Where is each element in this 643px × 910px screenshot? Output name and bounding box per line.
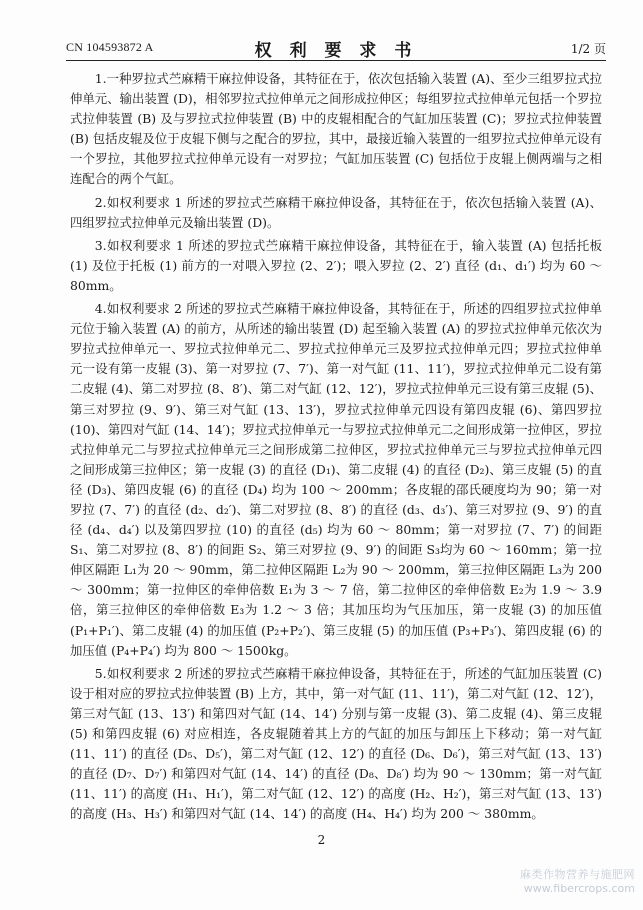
site-watermark [520,868,635,896]
patent-number: CN 104593872 A [66,40,154,54]
claim-4: 4.如权利要求 2 所述的罗拉式苎麻精干麻拉伸设备，其特征在于，所述的四组罗拉式拉伸单元位于输入装置 (A) 的前方，从所述的输出装置 (D) 起至输入装置 (A) 的罗拉式拉伸单元依次为罗拉式拉伸单元一、罗拉式拉伸单元二、罗拉式拉伸单元三及罗拉式拉伸单元四；罗拉式拉伸单元一设有第一皮辊 (3)、第一对罗拉 (7、7′)、第一对气缸 (11、11′)，罗拉式拉伸单元二设有第二皮辊 (4)、第二对罗拉 (8、8′)、第二对气缸 (12、12′)，罗拉式拉伸单元三设有第三皮辊 (5)、第三对罗拉 (9、9′)、第三对气缸 (13、13′)，罗拉式拉伸单元四设有第四皮辊 (6)、第四罗拉 (10)、第四对气缸 (14、14′)；罗拉式拉伸单元一与罗拉式拉伸单元二之间形成第一拉伸区，罗拉式拉伸单元二与罗拉式拉伸单元三之间形成第二拉伸区，罗拉式拉伸单元三与罗拉式拉伸单元四之间形成第三拉伸区；第一皮辊 (3) 的直径 (D₁)、第二皮辊 (4) 的直径 (D₂)、第三皮辊 (5) 的直径 (D₃)、第四皮辊 (6) 的直径 (D₄) 均为 100 ～ 200mm；各皮辊的邵氏硬度均为 90；第一对罗拉 (7、7′) 的直径 (d₂、d₂′)、第二对罗拉 (8、8′) 的直径 (d₃、d₃′)、第三对罗拉 (9、9′) 的直径 (d₄、d₄′) 以及第四罗拉 (10) 的直径 (d₅) 均为 60 ～ 80mm；第一对罗拉 (7、7′) 的间距 S₁、第二对罗拉 (8、8′) 的间距 S₂、第三对罗拉 (9、9′) 的间距 S₃均为 60 ～ 160mm；第一拉伸区隔距 L₁为 20 ～ 90mm，第二拉伸区隔距 L₂为 90 ～ 200mm，第三拉伸区隔距 L₃为 200 ～ 300mm；第一拉伸区的牵伸倍数 E₁为 3 ～ 7 倍，第二拉伸区的牵伸倍数 E₂为 1.9 ～ 3.9 倍，第三拉伸区的牵伸倍数 E₃为 1.2 ～ 3 倍；其加压均为气压加压，第一皮辊 (3) 的加压值 (P₁+P₁′)、第二皮辊 (4) 的加压值 (P₂+P₂′)、第三皮辊 (5) 的加压值 (P₃+P₃′)、第四皮辊 (6) 的加压值 (P₄+P₄′) 均为 800 ～ 1500kg。 [70,301,603,658]
claim-3: 3.如权利要求 1 所述的罗拉式苎麻精干麻拉伸设备，其特征在于，输入装置 (A) 包括托板 (1) 及位于托板 (1) 前方的一对喂入罗拉 (2、2′)；喂入罗拉 (2、2′) 直径 (d₁、d₁′) 均为 60 ～ 80mm。 [70,237,602,293]
page-header [66,36,606,61]
claims-body [70,69,602,827]
header-rule [66,60,606,61]
watermark-site-name: 麻类作物营养与施肥网 [520,868,635,881]
claim-2: 2.如权利要求 1 所述的罗拉式苎麻精干麻拉伸设备，其特征在于，依次包括输入装置 (A)、四组罗拉式拉伸单元及输出装置 (D)。 [70,194,602,230]
page-indicator: 1/2 页 [570,42,606,56]
watermark-url: www.fibercrops.com [523,882,635,895]
document-title: 权 利 要 求 书 [254,41,418,61]
claim-5: 5.如权利要求 2 所述的罗拉式苎麻精干麻拉伸设备，其特征在于，所述的气缸加压装置 (C) 设于相对应的罗拉式拉伸装置 (B) 上方，其中，第一对气缸 (11、11′)，第二对气缸 (12、12′)，第三对气缸 (13、13′) 和第四对气缸 (14、14′) 分别与第一皮辊 (3)、第二皮辊 (4)、第三皮辊 (5) 和第四皮辊 (6) 对应相连，各皮辊随着其上方的气缸的加压与卸压上下移动；第一对气缸 (11、11′) 的直径 (D₅、D₅′)，第二对气缸 (12、12′) 的直径 (D₆、D₆′)，第三对气缸 (13、13′) 的直径 (D₇、D₇′) 和第四对气缸 (14、14′) 的直径 (D₈、D₈′) 均为 90 ～ 130mm；第一对气缸 (11、11′) 的高度 (H₁、H₁′)，第二对气缸 (12、12′) 的高度 (H₂、H₂′)，第三对气缸 (13、13′) 的高度 (H₃、H₃′) 和第四对气缸 (14、14′) 的高度 (H₄、H₄′) 均为 200 ～ 380mm。 [70,665,602,822]
claim-1: 1.一种罗拉式苎麻精干麻拉伸设备，其特征在于，依次包括输入装置 (A)、至少三组罗拉式拉伸单元、输出装置 (D)，相邻罗拉式拉伸单元之间形成拉伸区；每组罗拉式拉伸单元包括一个罗拉式拉伸装置 (B) 及与罗拉式拉伸装置 (B) 中的皮辊相配合的气缸加压装置 (C)；罗拉式拉伸装置 (B) 包括皮辊及位于皮辊下侧与之配合的罗拉，其中，最接近输入装置的一组罗拉式拉伸单元设有一个罗拉，其他罗拉式拉伸单元设有一对罗拉；气缸加压装置 (C) 包括位于皮辊上侧两端与之相连配合的两个气缸。 [70,71,602,187]
page-number: 2 [317,833,326,847]
